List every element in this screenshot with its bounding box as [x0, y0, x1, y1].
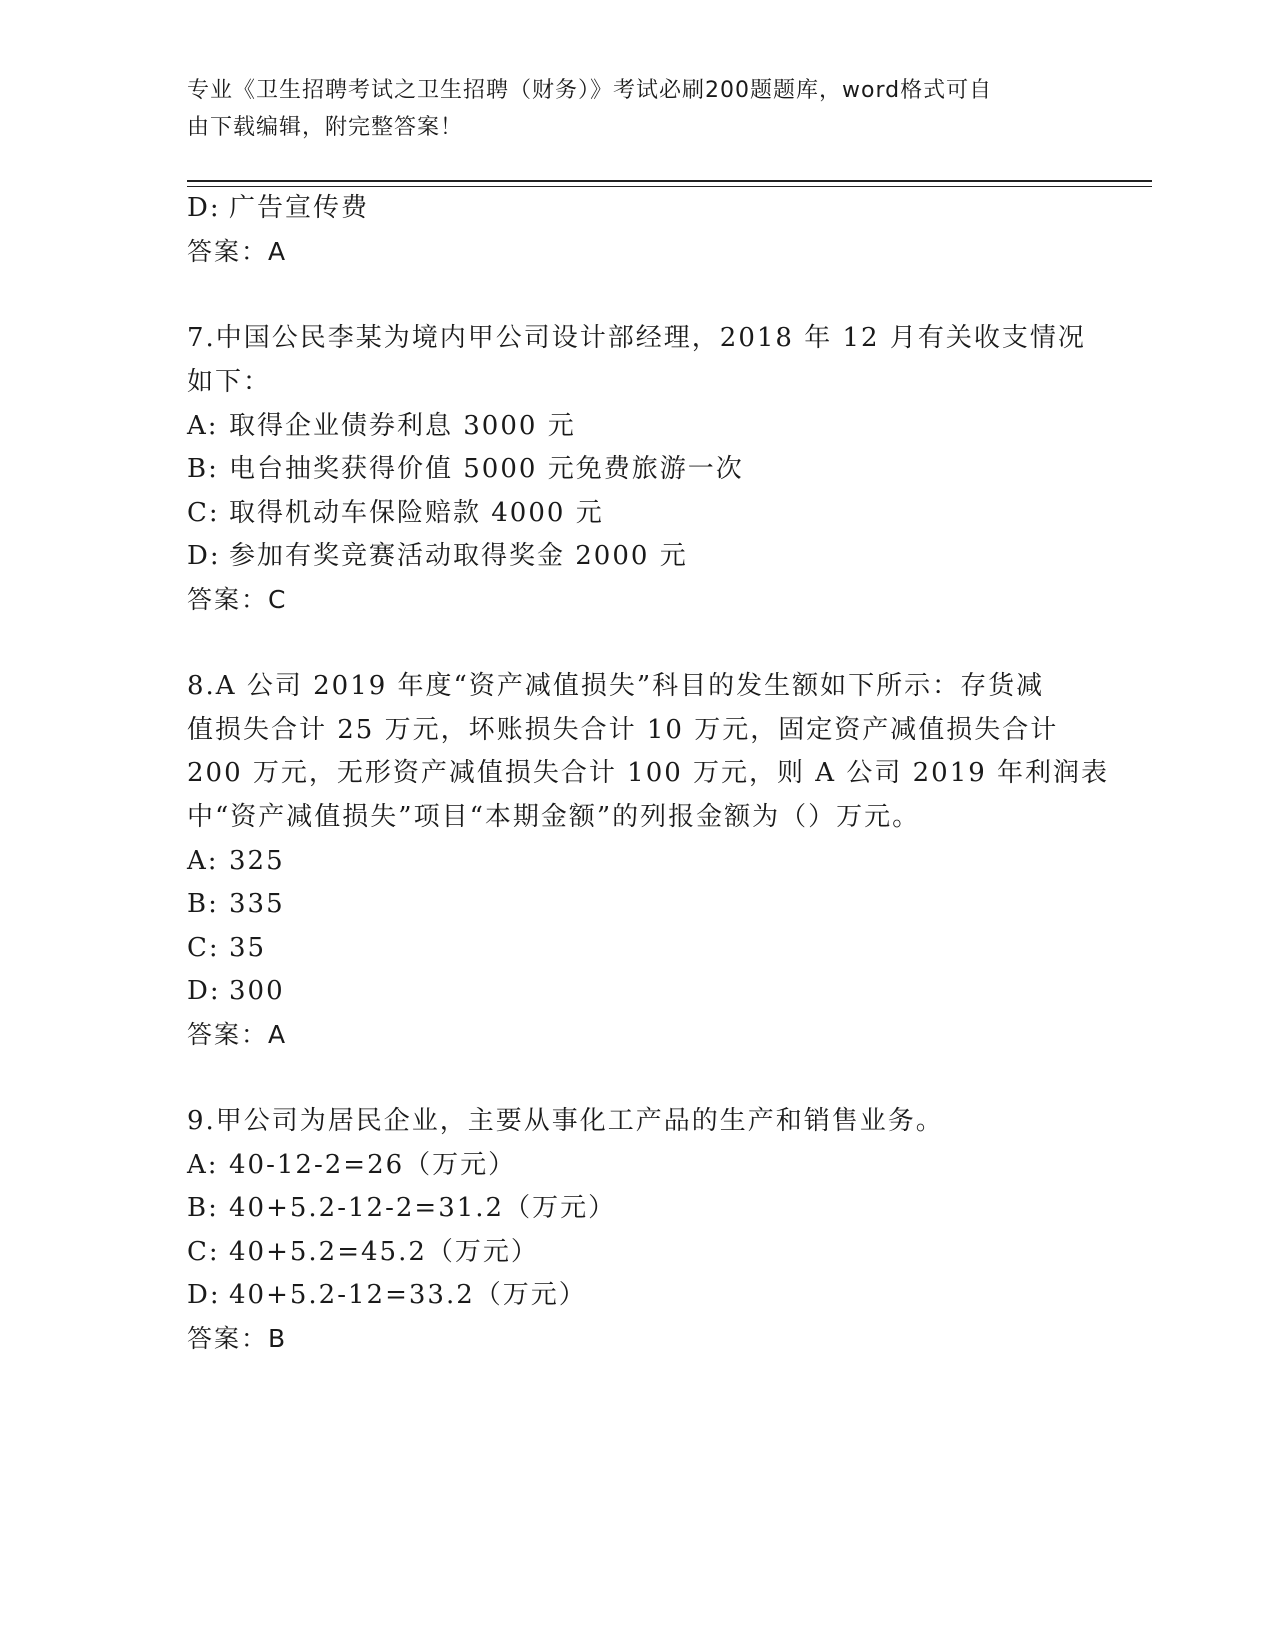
q7-answer: 答案：C	[187, 585, 288, 614]
q9-option-b	[187, 1190, 616, 1226]
header-line-1: 专业《卫生招聘考试之卫生招聘（财务）》考试必刷200题题库，word格式可自	[187, 78, 993, 103]
option-label: B:	[187, 454, 219, 484]
q7-option-b	[187, 451, 744, 487]
option-text: 参加有奖竞赛活动取得奖金 2000 元	[229, 541, 688, 571]
q8-option-d	[187, 973, 285, 1009]
option-label: C:	[187, 498, 220, 528]
q7-option-d	[187, 538, 688, 574]
q7-option-c	[187, 495, 604, 531]
q9-stem-line-1: 9.甲公司为居民企业，主要从事化工产品的生产和销售业务。	[187, 1106, 944, 1136]
option-text: 取得机动车保险赔款 4000 元	[229, 498, 604, 528]
header-line-2: 由下载编辑，附完整答案！	[187, 115, 464, 140]
option-label: A:	[187, 411, 219, 441]
option-label: A:	[187, 846, 219, 876]
option-text: 40+5.2-12=33.2（万元）	[229, 1280, 587, 1310]
option-text: 40+5.2=45.2（万元）	[229, 1237, 539, 1267]
option-text: 电台抽奖获得价值 5000 元免费旅游一次	[229, 454, 744, 484]
option-label: D:	[187, 1280, 221, 1310]
option-label: B:	[187, 889, 219, 919]
q8-stem-line-3: 200 万元，无形资产减值损失合计 100 万元，则 A 公司 2019 年利润表	[187, 758, 1110, 788]
q7-stem-line-1: 7.中国公民李某为境内甲公司设计部经理，2018 年 12 月有关收支情况	[187, 323, 1086, 353]
option-label: C:	[187, 933, 220, 963]
option-label: A:	[187, 1150, 219, 1180]
option-text: 40+5.2-12-2=31.2（万元）	[229, 1193, 617, 1223]
option-text: 325	[229, 846, 285, 876]
q8-stem-line-1: 8.A 公司 2019 年度“资产减值损失”科目的发生额如下所示：存货减	[187, 671, 1045, 701]
option-label: B:	[187, 1193, 219, 1223]
document-header	[187, 72, 1067, 146]
option-text: 广告宣传费	[229, 193, 370, 223]
q9-option-a	[187, 1147, 516, 1183]
q8-stem-line-2: 值损失合计 25 万元，坏账损失合计 10 万元，固定资产减值损失合计	[187, 715, 1059, 745]
q7-stem-line-2: 如下：	[187, 367, 272, 397]
q7-option-a	[187, 408, 576, 444]
q9-option-d	[187, 1277, 587, 1313]
q9-answer: 答案：B	[187, 1324, 288, 1353]
q8-option-a	[187, 843, 285, 879]
option-text: 300	[229, 976, 285, 1006]
q8-option-c	[187, 930, 266, 966]
q8-answer: 答案：A	[187, 1020, 288, 1049]
option-label: D:	[187, 541, 221, 571]
q6-option-d	[187, 190, 369, 226]
q9-option-c	[187, 1234, 539, 1270]
header-divider-thick	[187, 180, 1152, 182]
option-label: C:	[187, 1237, 220, 1267]
option-text: 335	[229, 889, 285, 919]
option-label: D:	[187, 193, 221, 223]
q6-answer: 答案：A	[187, 237, 288, 266]
q8-option-b	[187, 886, 285, 922]
q8-stem-line-4: 中“资产减值损失”项目“本期金额”的列报金额为（）万元。	[187, 802, 921, 832]
option-text: 35	[229, 933, 267, 963]
option-text: 取得企业债券利息 3000 元	[229, 411, 576, 441]
option-label: D:	[187, 976, 221, 1006]
option-text: 40-12-2=26（万元）	[229, 1150, 517, 1180]
header-divider-thin	[187, 186, 1152, 187]
